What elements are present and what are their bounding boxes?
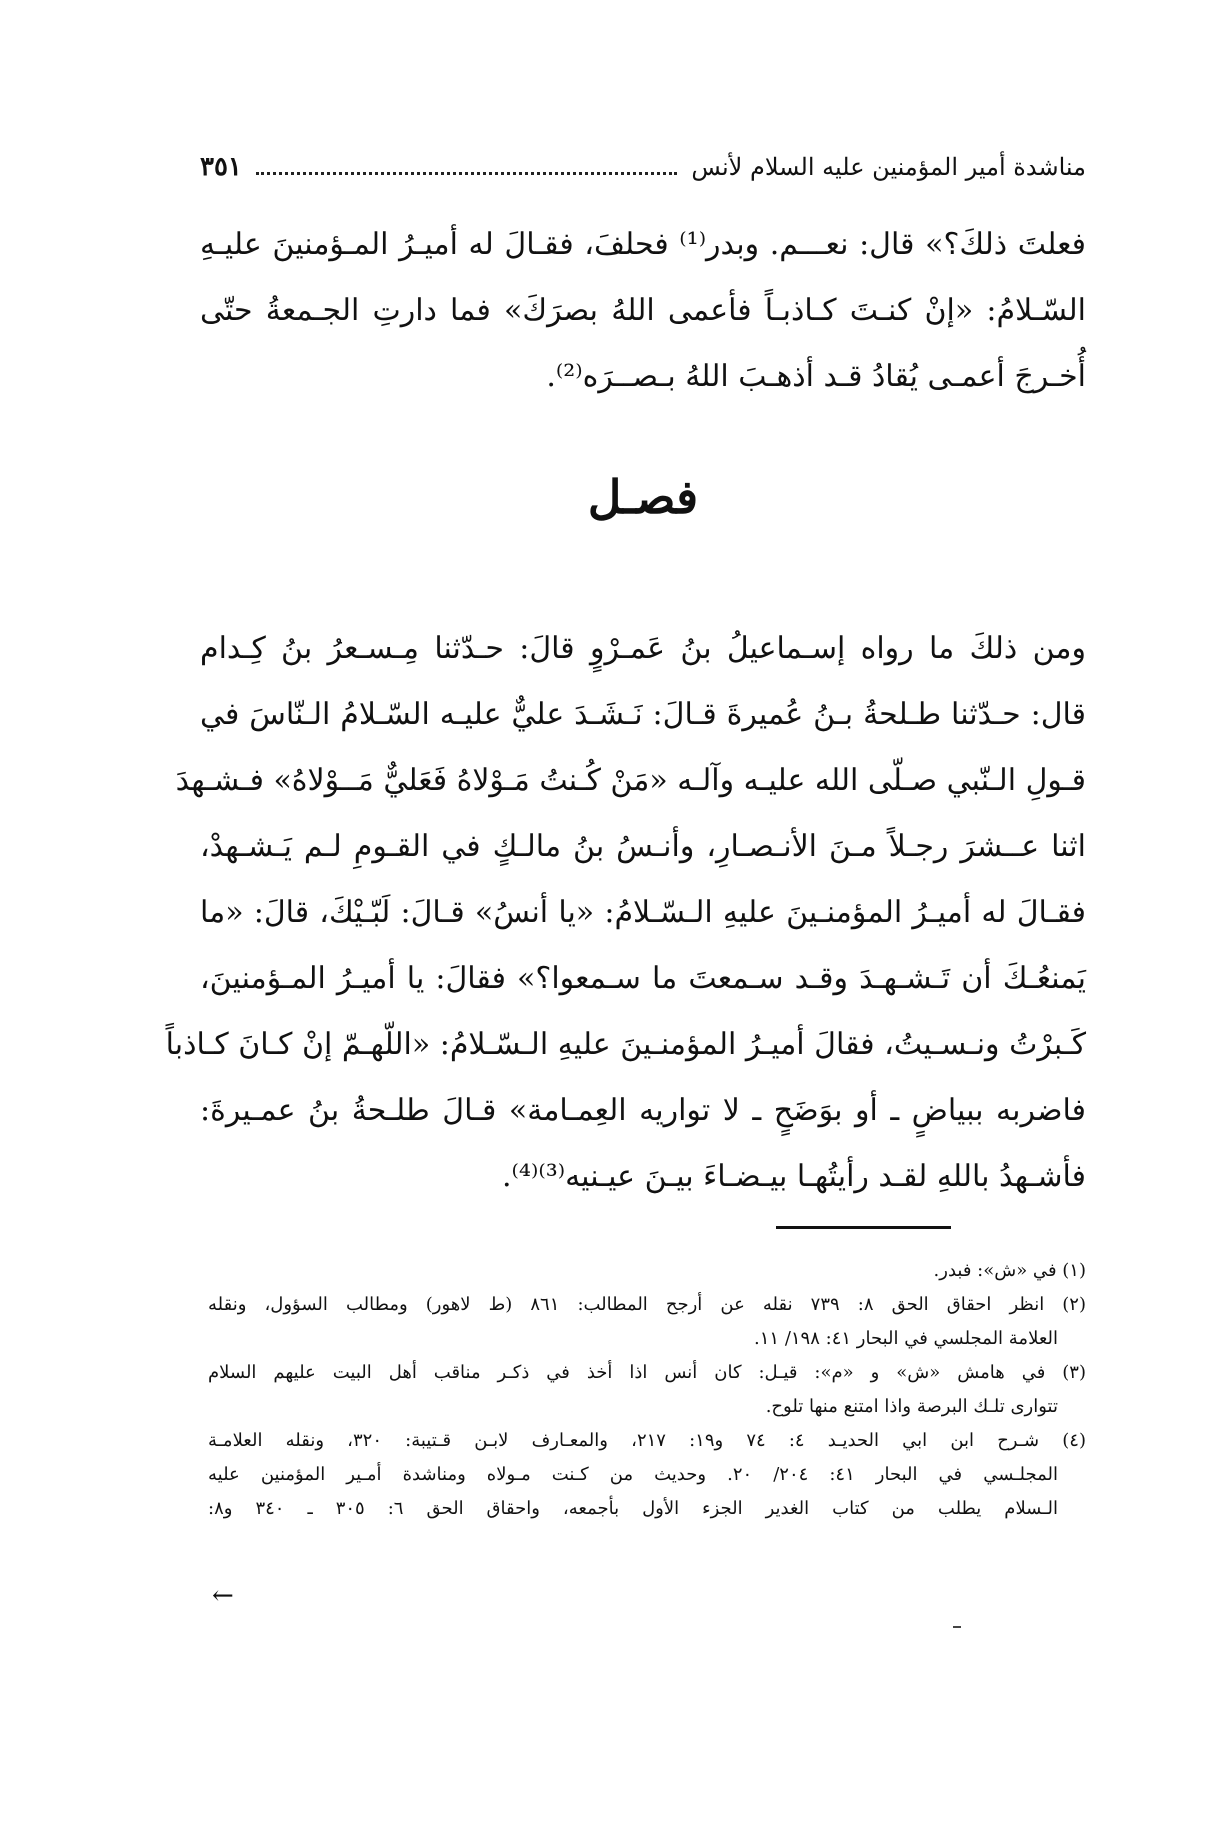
paragraph-line: كَـبرْتُ ونـسـيتُ، فقالَ أميـرُ المؤمنـينَ عليهِ الـسّـلامُ: «اللّهـمّ إنْ كـانَ كـاذباً xyxy=(165,1027,1086,1062)
footnote-line: الـسلام يطلب من كتاب الغدير الجزء الأول بأجمعه، واحقاق الحق ٦: ٣٠٥ ـ ٣٤٠ و٨: xyxy=(208,1498,1058,1519)
footnote-line: العلامة المجلسي في البحار ٤١: ١٩٨/ ١١. xyxy=(754,1328,1058,1349)
footnote-line: (٤) شـرح ابن ابي الحديـد ٤: ٧٤ و١٩: ٢١٧، والمعـارف لابـن قـتيبة: ٣٢٠، ونقله العلامـة xyxy=(208,1430,1086,1451)
footnote-line: المجلـسي في البحار ٤١: ٢٠٤/ ٢٠. وحديث من كـنت مـولاه ومناشدة أمـير المؤمنين عليه xyxy=(208,1464,1058,1485)
footnote-line: (٣) في هامش «ش» و «م»: قيـل: كان أنس اذا أخذ في ذكـر مناقب أهل البيت عليهم السلام xyxy=(208,1362,1086,1383)
paragraph-line: ومن ذلكَ ما رواه إسـماعيلُ بنُ عَمـرْوٍ قالَ: حـدّثنا مِـسـعرُ بنُ كِـدام xyxy=(200,631,1086,666)
paragraph-line: أُخـرجَ أعمـى يُقادُ قـد أذهـبَ اللهُ بـصــرَه⁽²⁾. xyxy=(546,359,1086,394)
footnote-separator xyxy=(776,1226,951,1229)
paragraph-line: فاضربه ببياضٍ ـ أو بوَضَحٍ ـ لا تواريه العِمـامة» قـالَ طلـحةُ بنُ عمـيرةَ: xyxy=(200,1093,1086,1128)
footnote-3 xyxy=(208,1356,1086,1424)
paragraph-line: قـولِ الـنّبي صـلّى الله عليـه وآلـه «مَنْ كُـنتُ مَـوْلاهُ فَعَليٌّ مَــوْلاهُ» فـشـهدَ xyxy=(175,763,1086,798)
paragraph-2 xyxy=(165,616,1087,1210)
print-speck xyxy=(953,1626,961,1628)
footnotes xyxy=(208,1254,1086,1526)
footnote-4 xyxy=(208,1424,1086,1526)
paragraph-line: فعلتَ ذلكَ؟» قال: نعـــم. وبدر⁽¹⁾ فحلفَ، فقـالَ له أميـرُ المـؤمنينَ عليـهِ xyxy=(200,227,1086,262)
header-leader-dots xyxy=(256,158,677,175)
page-number: ٣٥١ xyxy=(200,152,242,182)
running-header xyxy=(200,152,1086,192)
footnote-line: (١) في «ش»: فبدر. xyxy=(933,1260,1086,1281)
header-title: مناشدة أمير المؤمنين عليه السلام لأنس xyxy=(691,153,1086,181)
paragraph-line: يَمنعُـكَ أن تَـشـهـدَ وقـد سـمعتَ ما سـمعوا؟» فقالَ: يا أميـرُ المـؤمنينَ، xyxy=(200,961,1086,996)
footnote-1 xyxy=(208,1254,1086,1288)
footnote-line: (٢) انظر احقاق الحق ٨: ٧٣٩ نقله عن أرجح المطالب: ٨٦١ (ط لاهور) ومطالب السؤول، ونقله xyxy=(208,1294,1086,1315)
paragraph-line: فقـالَ له أميـرُ المؤمنـينَ عليهِ الـسّـلامُ: «يا أنسُ» قـالَ: لَبّـيْكَ، قالَ: «ما xyxy=(200,895,1087,930)
paragraph-line: فأشـهدُ باللهِ لقـد رأيتُهـا بيـضـاءَ بيـنَ عيـنيه⁽³⁾⁽⁴⁾. xyxy=(502,1159,1086,1194)
paragraph-1 xyxy=(200,212,1086,410)
paragraph-line: السّـلامُ: «إنْ كنـتَ كـاذبـاً فأعمى اللهُ بصرَكَ» فما دارتِ الجـمعةُ حتّى xyxy=(200,293,1086,328)
section-heading: فصـل xyxy=(587,470,699,524)
paragraph-line: قال: حـدّثنا طـلحةُ بـنُ عُميرةَ قـالَ: نَـشَـدَ عليٌّ عليـه السّـلامُ الـنّاسَ في xyxy=(200,697,1086,732)
paragraph-line: اثنا عــشرَ رجـلاً مـنَ الأنـصـارِ، وأنـسُ بنُ مالـكٍ في القـومِ لـم يَـشـهدْ، xyxy=(200,829,1086,864)
footnote-2 xyxy=(208,1288,1086,1356)
footnote-line: تتوارى تلـك البرصة واذا امتنع منها تلوح. xyxy=(765,1396,1058,1417)
continuation-arrow-icon: ← xyxy=(212,1581,234,1611)
